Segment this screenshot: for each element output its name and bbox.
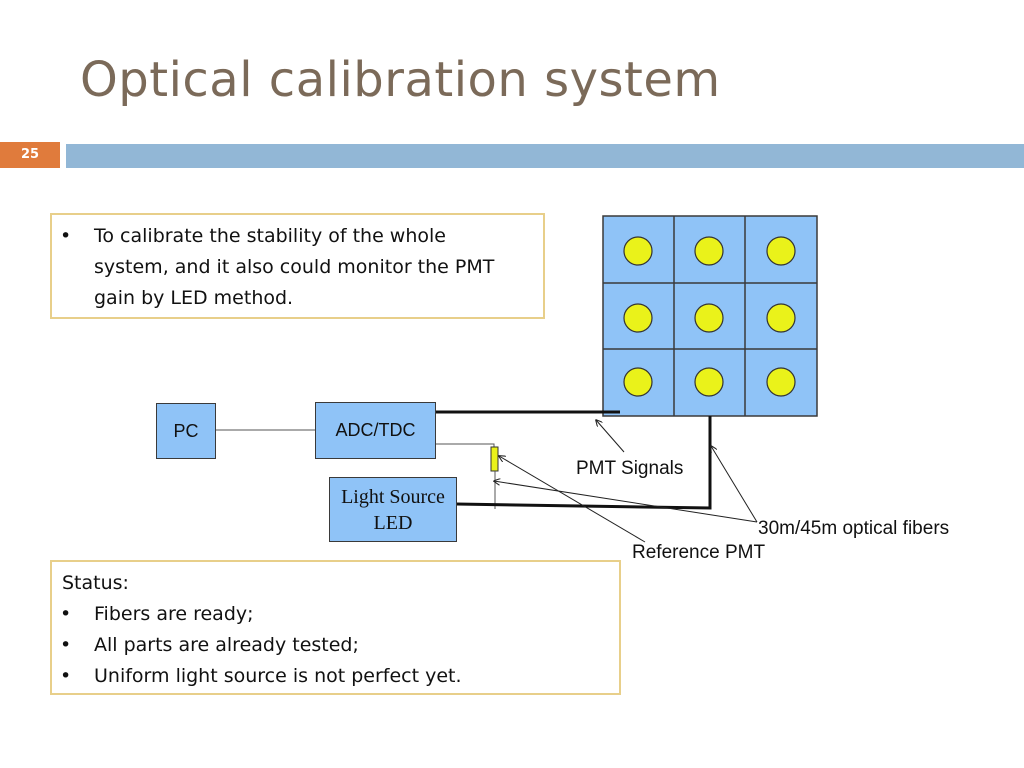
pmt-circle (624, 368, 652, 396)
pmt-circle (767, 304, 795, 332)
status-box (50, 560, 621, 695)
fibers-arrow-1 (711, 446, 757, 522)
led-label-line-2: LED (373, 511, 413, 534)
intro-line-3: gain by LED method. (94, 287, 294, 309)
optical-fibers-label: 30m/45m optical fibers (758, 518, 950, 539)
reference-pmt (491, 447, 498, 471)
pmt-circle (624, 304, 652, 332)
pmt-grid (603, 216, 817, 416)
pmt-signals-arrow (596, 420, 624, 452)
pmt-circle (767, 237, 795, 265)
status-heading: Status: (62, 572, 129, 594)
status-bullet: • (60, 603, 72, 625)
pmt-circle (695, 368, 723, 396)
adc-refpmt-link (435, 444, 494, 448)
slide-number: 25 (0, 142, 60, 168)
light-source-led-box (329, 477, 457, 542)
pmt-circle (695, 304, 723, 332)
status-item-1: Fibers are ready; (94, 603, 254, 625)
pc-box: PC (156, 403, 216, 459)
led-label-line-1: Light Source (341, 485, 445, 508)
status-bullet: • (60, 634, 72, 656)
pmt-signals-label: PMT Signals (576, 458, 684, 479)
slide-title: Optical calibration system (80, 52, 721, 108)
status-bullet: • (60, 665, 72, 687)
reference-pmt-label: Reference PMT (632, 542, 766, 563)
status-item-2: All parts are already tested; (94, 634, 359, 656)
pmt-circle (695, 237, 723, 265)
adc-tdc-box: ADC/TDC (315, 402, 436, 459)
status-item-3: Uniform light source is not perfect yet. (94, 665, 462, 687)
intro-line-1: To calibrate the stability of the whole (94, 225, 446, 247)
pmt-circle (767, 368, 795, 396)
intro-line-2: system, and it also could monitor the PMT (94, 256, 495, 278)
intro-bullet: • (60, 225, 72, 247)
fibers-arrow-2 (494, 481, 757, 522)
pmt-circle (624, 237, 652, 265)
